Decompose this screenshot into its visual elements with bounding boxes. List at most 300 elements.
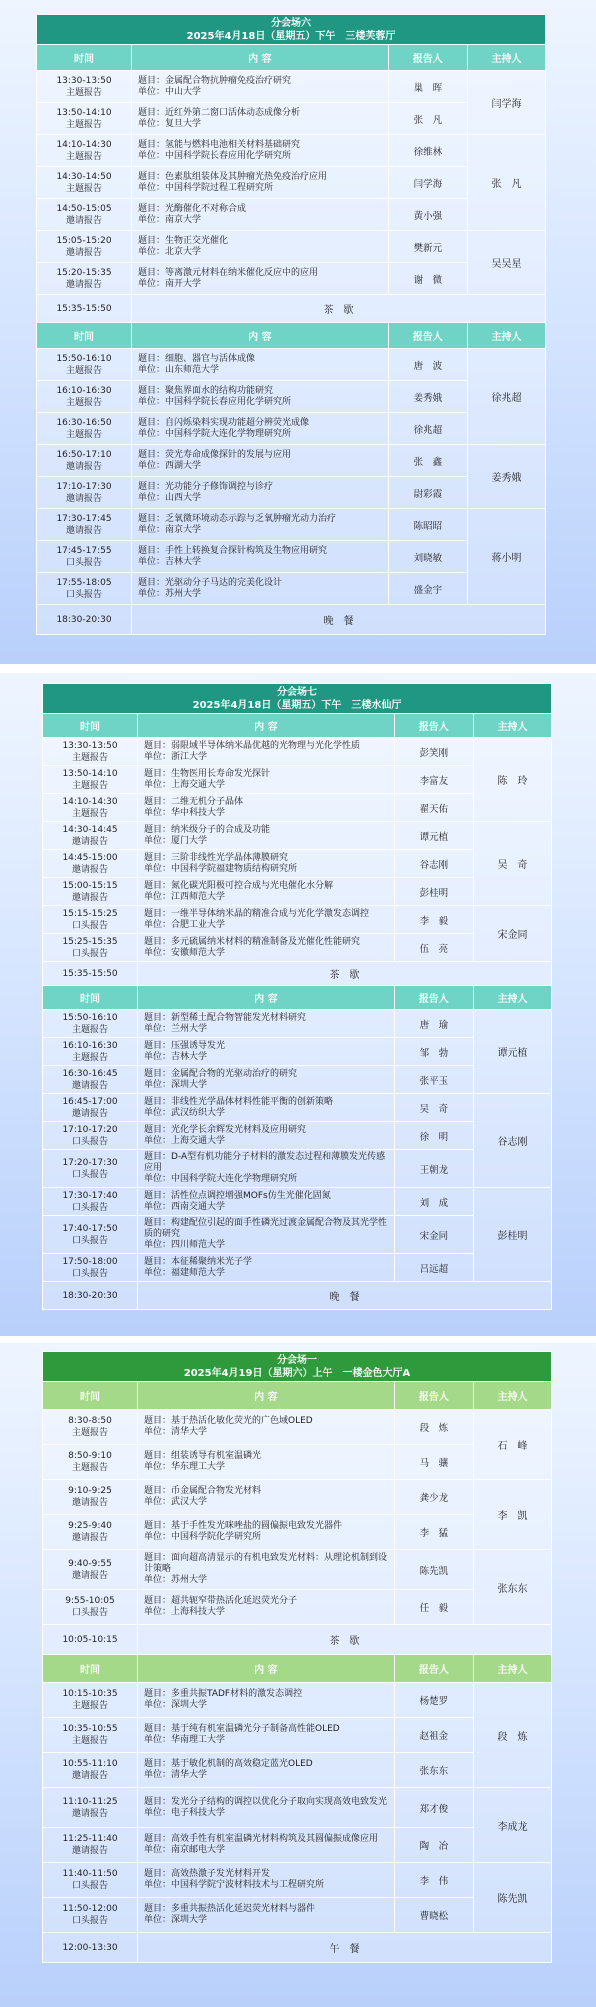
- talk-speaker: 李富友: [394, 766, 473, 794]
- talk-speaker: 陶 冶: [394, 1828, 473, 1863]
- talk-speaker: 陈先凯: [394, 1550, 473, 1590]
- talk-type: 邀请报告: [65, 279, 102, 290]
- talk-unit-line: [138, 279, 384, 290]
- talk-unit: 中山大学: [165, 86, 202, 97]
- topic-prefix: 题目：: [138, 267, 166, 278]
- talk-time-cell: [43, 1515, 138, 1550]
- unit-prefix: 单位：: [144, 1079, 172, 1090]
- unit-prefix: 单位：: [144, 891, 172, 902]
- talk-speaker: 段 炼: [394, 1410, 473, 1445]
- talk-speaker: 谷志刚: [394, 850, 473, 878]
- unit-prefix: 单位：: [144, 779, 172, 790]
- talk-speaker: 盛金宇: [388, 573, 467, 605]
- talk-unit-line: [144, 1532, 390, 1543]
- talk-speaker: 王朝龙: [394, 1150, 473, 1188]
- session-title: [43, 684, 552, 714]
- talk-type: 口头报告: [65, 557, 102, 568]
- talk-unit: 上海科技大学: [171, 1607, 226, 1617]
- talk-unit: 兰州大学: [171, 1023, 208, 1034]
- unit-prefix: 单位：: [144, 1532, 172, 1542]
- host-header: 主持人: [467, 323, 545, 349]
- talk-topic: 光驱动分子马达的完美化设计: [165, 577, 283, 588]
- talk-topic: 压强诱导发光: [171, 1040, 226, 1051]
- unit-prefix: 单位：: [138, 278, 166, 289]
- talk-type: 主题报告: [65, 397, 102, 408]
- talk-content-cell: [132, 263, 389, 295]
- speaker-header: 报告人: [394, 714, 473, 738]
- talk-speaker: 李 伟: [394, 1863, 473, 1898]
- topic-prefix: 题目：: [144, 1596, 172, 1606]
- talk-time-cell: [37, 381, 132, 413]
- talk-unit: 西南交通大学: [171, 1201, 226, 1212]
- talk-speaker: 张 凡: [388, 103, 467, 135]
- talk-unit: 南京邮电大学: [171, 1845, 226, 1855]
- talk-time: 9:40-9:55: [68, 1558, 112, 1569]
- talk-topic: 近红外第二窗口活体动态成像分析: [165, 107, 301, 118]
- topic-prefix: 题目：: [138, 75, 166, 86]
- session-block-3: [0, 1343, 596, 2007]
- talk-time-cell: [43, 766, 138, 794]
- talk-time-cell: [43, 1753, 138, 1788]
- host-header: 主持人: [467, 45, 545, 71]
- speaker-header: 报告人: [394, 1655, 473, 1683]
- unit-prefix: 单位：: [144, 1427, 172, 1437]
- talk-time: 17:20-17:30: [62, 1157, 118, 1168]
- talk-topic: 自闪烁染料实现功能超分辨荧光成像: [165, 417, 310, 428]
- talk-topic: 币金属配合物发光材料: [171, 1486, 262, 1496]
- talk-topic-line: [144, 937, 390, 948]
- topic-prefix: 题目：: [138, 171, 166, 182]
- talk-time: 10:15-10:35: [62, 1689, 118, 1699]
- talk-speaker: 郑才俊: [394, 1788, 473, 1828]
- talk-unit-line: [144, 1607, 390, 1618]
- talk-topic: 面向超高清显示的有机电致发光材料：从理论机制到设计策略: [144, 1553, 388, 1574]
- talk-unit-line: [144, 1136, 390, 1147]
- talk-time: 16:10-16:30: [62, 1040, 118, 1051]
- talk-type: 主题报告: [65, 365, 102, 376]
- talk-time-cell: [37, 541, 132, 573]
- talk-time: 10:35-10:55: [62, 1724, 118, 1734]
- unit-prefix: 单位：: [144, 807, 172, 818]
- unit-prefix: 单位：: [144, 1915, 172, 1925]
- talk-unit-line: [138, 493, 384, 504]
- talk-topic: 基于热活化敏化荧光的广色域OLED: [171, 1416, 313, 1426]
- talk-unit-line: [138, 87, 384, 98]
- talk-topic: 氢能与燃料电池相关材料基础研究: [165, 139, 301, 150]
- talk-topic-line: [138, 386, 384, 397]
- talk-time-cell: [43, 850, 138, 878]
- talk-time-cell: [43, 1828, 138, 1863]
- talk-topic: 细胞、器官与活体成像: [165, 353, 256, 364]
- topic-prefix: 题目：: [144, 1012, 172, 1023]
- host-name: 谭元植: [473, 1010, 551, 1094]
- talk-content-cell: [138, 738, 395, 766]
- talk-content-cell: [132, 381, 389, 413]
- talk-unit: 吉林大学: [171, 1051, 208, 1062]
- talk-unit-line: [138, 397, 384, 408]
- topic-prefix: 题目：: [144, 908, 172, 919]
- talk-unit-line: [138, 183, 384, 194]
- talk-time: 15:50-16:10: [62, 1012, 118, 1023]
- talk-topic-line: [144, 909, 390, 920]
- talk-speaker: 张 鑫: [388, 445, 467, 477]
- talk-topic-line: [144, 1724, 390, 1735]
- talk-type: 邀请报告: [65, 525, 102, 536]
- talk-type: 主题报告: [71, 1052, 108, 1063]
- talk-time-cell: [43, 1122, 138, 1150]
- talk-unit: 西湖大学: [165, 460, 202, 471]
- session-block-2: [0, 673, 596, 1336]
- talk-content-cell: [138, 1038, 395, 1066]
- talk-topic-line: [144, 741, 390, 752]
- session-block-1: [0, 0, 596, 664]
- talk-topic: 发光分子结构的调控以优化分子取向实现高效电致发光: [171, 1796, 388, 1807]
- talk-unit-line: [144, 864, 390, 875]
- talk-unit: 福建师范大学: [171, 1267, 226, 1278]
- talk-time-cell: [43, 1863, 138, 1898]
- unit-prefix: 单位：: [138, 492, 166, 503]
- talk-time-cell: [37, 71, 132, 103]
- topic-prefix: 题目：: [138, 139, 166, 150]
- talk-unit-line: [138, 215, 384, 226]
- speaker-header: 报告人: [394, 986, 473, 1010]
- session-name: 分会场六: [271, 17, 311, 29]
- talk-topic-line: [144, 1689, 390, 1700]
- talk-topic-line: [138, 450, 384, 461]
- topic-prefix: 题目：: [144, 1416, 172, 1426]
- talk-unit-line: [144, 1700, 390, 1711]
- header-row: [37, 323, 546, 349]
- talk-content-cell: [138, 1828, 395, 1863]
- talk-topic-line: [144, 1097, 390, 1108]
- talk-topic-line: [138, 236, 384, 247]
- talk-row: [43, 1863, 552, 1898]
- talk-topic-line: [144, 1869, 390, 1880]
- talk-unit-line: [144, 948, 390, 959]
- talk-time-cell: [43, 1898, 138, 1933]
- break-time: 10:05-10:15: [43, 1625, 138, 1655]
- break-row: [43, 962, 552, 986]
- talk-unit-line: [144, 1202, 390, 1213]
- talk-content-cell: [138, 906, 395, 934]
- header-row: [37, 45, 546, 71]
- time-header: 时间: [37, 45, 132, 71]
- talk-unit-line: [138, 151, 384, 162]
- topic-prefix: 题目：: [138, 353, 166, 364]
- talk-time: 17:40-17:50: [62, 1223, 118, 1234]
- talk-unit-line: [144, 1108, 390, 1119]
- talk-type: 口头报告: [65, 589, 102, 600]
- unit-prefix: 单位：: [144, 1770, 172, 1780]
- talk-unit: 中国科学院化学研究所: [171, 1532, 262, 1542]
- talk-unit-line: [138, 119, 384, 130]
- talk-topic: 多重共振TADF材料的激发态调控: [171, 1689, 303, 1699]
- talk-topic: 活性位点调控增强MOFs仿生光催化固氮: [171, 1190, 331, 1201]
- talk-topic: 基于敏化机制的高效稳定蓝光OLED: [171, 1759, 313, 1769]
- talk-content-cell: [132, 71, 389, 103]
- topic-prefix: 题目：: [144, 1256, 172, 1267]
- talk-time: 16:30-16:50: [56, 417, 112, 428]
- topic-prefix: 题目：: [144, 1904, 172, 1914]
- talk-unit-line: [144, 920, 390, 931]
- talk-topic: 一维半导体纳米晶的精准合成与光化学激发态调控: [171, 908, 370, 919]
- talk-topic-line: [144, 1069, 390, 1080]
- talk-topic-line: [144, 1152, 390, 1174]
- talk-unit: 南京大学: [165, 524, 202, 535]
- talk-topic: 组装诱导有机室温磷光: [171, 1451, 262, 1461]
- talk-unit: 武汉大学: [171, 1497, 208, 1507]
- talk-speaker: 马 骧: [394, 1445, 473, 1480]
- talk-unit: 浙江大学: [171, 751, 208, 762]
- talk-topic: 构建配位引起的面手性磷光过渡金属配合物及其光学性质的研究: [144, 1218, 388, 1239]
- talk-unit: 四川师范大学: [171, 1240, 226, 1250]
- unit-prefix: 单位：: [144, 1174, 172, 1184]
- talk-time: 11:40-11:50: [62, 1869, 118, 1879]
- talk-topic-line: [144, 1041, 390, 1052]
- unit-prefix: 单位：: [138, 524, 166, 535]
- host-name: 吴 奇: [473, 822, 551, 906]
- talk-topic-line: [144, 1486, 390, 1497]
- topic-prefix: 题目：: [144, 1724, 172, 1734]
- talk-time: 16:10-16:30: [56, 385, 112, 396]
- talk-speaker: 彭笑刚: [394, 738, 473, 766]
- talk-content-cell: [138, 794, 395, 822]
- talk-type: 主题报告: [65, 119, 102, 130]
- talk-unit-line: [138, 461, 384, 472]
- unit-prefix: 单位：: [138, 246, 166, 257]
- talk-time: 16:50-17:10: [56, 449, 112, 460]
- talk-content-cell: [138, 1094, 395, 1122]
- topic-prefix: 题目：: [144, 1521, 172, 1531]
- time-header: 时间: [37, 323, 132, 349]
- talk-content-cell: [138, 1550, 395, 1590]
- talk-unit: 南开大学: [165, 278, 202, 289]
- topic-prefix: 题目：: [144, 1553, 172, 1563]
- talk-time-cell: [43, 1590, 138, 1625]
- talk-content-cell: [138, 1898, 395, 1933]
- talk-type: 邀请报告: [71, 1846, 108, 1856]
- host-name: 闫学海: [467, 71, 545, 135]
- talk-topic: 光化学长余辉发光材料及应用研究: [171, 1124, 307, 1135]
- topic-prefix: 题目：: [138, 107, 166, 118]
- talk-type: 口头报告: [71, 1235, 108, 1246]
- talk-topic-line: [138, 578, 384, 589]
- talk-topic-line: [144, 797, 390, 808]
- talk-content-cell: [138, 1590, 395, 1625]
- talk-unit: 电子科技大学: [171, 1807, 226, 1818]
- talk-topic: 手性上转换复合探针构筑及生物应用研究: [165, 545, 328, 556]
- talk-unit: 苏州大学: [165, 588, 202, 599]
- talk-row: [37, 509, 546, 541]
- talk-topic-line: [144, 1013, 390, 1024]
- talk-speaker: 刘 成: [394, 1188, 473, 1216]
- unit-prefix: 单位：: [144, 1880, 172, 1890]
- talk-unit: 苏州大学: [171, 1575, 208, 1585]
- topic-prefix: 题目：: [144, 1068, 172, 1079]
- talk-type: 主题报告: [71, 780, 108, 791]
- talk-type: 口头报告: [71, 1608, 108, 1618]
- unit-prefix: 单位：: [144, 1807, 172, 1818]
- topic-prefix: 题目：: [138, 481, 166, 492]
- talk-unit-line: [144, 1052, 390, 1063]
- talk-content-cell: [132, 573, 389, 605]
- talk-content-cell: [138, 878, 395, 906]
- talk-content-cell: [132, 477, 389, 509]
- talk-time-cell: [43, 1683, 138, 1718]
- host-name: 李成龙: [473, 1788, 551, 1863]
- schedule-table: [42, 683, 552, 1310]
- host-name: 蒋小明: [467, 509, 545, 605]
- topic-prefix: 题目：: [144, 1869, 172, 1879]
- talk-time: 13:50-14:10: [62, 768, 118, 779]
- talk-topic: 高效手性有机室温磷光材料构筑及其圆偏振成像应用: [171, 1834, 379, 1844]
- talk-speaker: 刘晓敏: [388, 541, 467, 573]
- unit-prefix: 单位：: [138, 460, 166, 471]
- talk-type: 主题报告: [71, 1024, 108, 1035]
- talk-time-cell: [43, 738, 138, 766]
- talk-speaker: 黄小强: [388, 199, 467, 231]
- talk-type: 邀请报告: [71, 836, 108, 847]
- talk-topic-line: [144, 1521, 390, 1532]
- talk-unit: 南京大学: [165, 214, 202, 225]
- talk-topic: 高效热激子发光材料开发: [171, 1869, 271, 1879]
- host-name: 谷志刚: [473, 1094, 551, 1188]
- talk-speaker: 杨楚罗: [394, 1683, 473, 1718]
- talk-speaker: 徐 明: [394, 1122, 473, 1150]
- talk-row: [37, 445, 546, 477]
- talk-unit: 山东师范大学: [165, 364, 220, 375]
- talk-content-cell: [138, 1753, 395, 1788]
- talk-unit-line: [144, 1174, 390, 1185]
- host-name: 张东东: [473, 1550, 551, 1625]
- unit-prefix: 单位：: [138, 150, 166, 161]
- talk-topic: 生物正交光催化: [165, 235, 229, 246]
- time-header: 时间: [43, 986, 138, 1010]
- talk-unit-line: [144, 1735, 390, 1746]
- talk-speaker: 唐 波: [388, 349, 467, 381]
- talk-content-cell: [138, 1010, 395, 1038]
- unit-prefix: 单位：: [144, 1201, 172, 1212]
- talk-type: 邀请报告: [71, 1771, 108, 1781]
- talk-unit-line: [144, 1462, 390, 1473]
- talk-time-cell: [37, 167, 132, 199]
- talk-time: 13:30-13:50: [62, 740, 118, 751]
- talk-unit-line: [144, 780, 390, 791]
- unit-prefix: 单位：: [144, 1845, 172, 1855]
- talk-unit: 中国科学院大连化学物理研究所: [171, 1174, 298, 1184]
- break-label: 茶 歇: [138, 962, 552, 986]
- host-name: 李 凯: [473, 1480, 551, 1550]
- talk-type: 主题报告: [71, 1463, 108, 1473]
- session-datetime-venue: 2025年4月18日（星期五）下午 三楼水仙厅: [192, 699, 402, 711]
- talk-content-cell: [138, 1515, 395, 1550]
- unit-prefix: 单位：: [144, 1023, 172, 1034]
- talk-time: 13:50-14:10: [56, 107, 112, 118]
- talk-unit: 中国科学院长春应用化学研究所: [165, 150, 292, 161]
- content-header: 内 容: [138, 714, 395, 738]
- topic-prefix: 题目：: [144, 1152, 172, 1162]
- talk-time-cell: [37, 509, 132, 541]
- talk-unit-line: [144, 1024, 390, 1035]
- talk-content-cell: [138, 1254, 395, 1282]
- talk-time: 14:30-14:50: [56, 171, 112, 182]
- talk-speaker: 宋金同: [394, 1216, 473, 1254]
- meal-time: 12:00-13:30: [43, 1933, 138, 1963]
- talk-time: 8:30-8:50: [68, 1416, 112, 1426]
- topic-prefix: 题目：: [144, 796, 172, 807]
- talk-topic-line: [138, 482, 384, 493]
- unit-prefix: 单位：: [138, 86, 166, 97]
- talk-type: 口头报告: [71, 1136, 108, 1147]
- talk-row: [43, 1683, 552, 1718]
- talk-type: 邀请报告: [71, 1498, 108, 1508]
- talk-unit-line: [144, 1845, 390, 1856]
- content-header: 内 容: [138, 986, 395, 1010]
- talk-unit: 中国科学院大连化学物理研究所: [165, 428, 292, 439]
- unit-prefix: 单位：: [144, 1700, 172, 1710]
- talk-speaker: 谭元植: [394, 822, 473, 850]
- talk-speaker: 吴 奇: [394, 1094, 473, 1122]
- talk-content-cell: [132, 349, 389, 381]
- talk-time: 15:15-15:25: [62, 908, 118, 919]
- talk-time: 14:30-14:45: [62, 824, 118, 835]
- talk-topic: 等离激元材料在纳米催化反应中的应用: [165, 267, 319, 278]
- talk-content-cell: [138, 1410, 395, 1445]
- talk-time-cell: [43, 934, 138, 962]
- talk-topic: 色素肽组装体及其肿瘤光热免疫治疗应用: [165, 171, 328, 182]
- unit-prefix: 单位：: [144, 1240, 172, 1250]
- talk-time: 13:30-13:50: [56, 75, 112, 86]
- meal-label: 晚 餐: [132, 605, 546, 635]
- unit-prefix: 单位：: [138, 118, 166, 129]
- content-header: 内 容: [138, 1655, 395, 1683]
- talk-type: 口头报告: [71, 1881, 108, 1891]
- talk-type: 主题报告: [65, 183, 102, 194]
- topic-prefix: 题目：: [138, 417, 166, 428]
- meal-row: [43, 1282, 552, 1310]
- talk-unit: 上海交通大学: [171, 779, 226, 790]
- talk-time: 10:55-11:10: [62, 1759, 118, 1769]
- talk-content-cell: [132, 135, 389, 167]
- talk-time: 17:10-17:30: [56, 481, 112, 492]
- talk-unit: 合肥工业大学: [171, 919, 226, 930]
- talk-speaker: 陈昭昭: [388, 509, 467, 541]
- talk-topic-line: [144, 853, 390, 864]
- talk-time-cell: [43, 1410, 138, 1445]
- talk-unit: 华东理工大学: [171, 1462, 226, 1472]
- talk-speaker: 赵祖金: [394, 1718, 473, 1753]
- talk-row: [37, 135, 546, 167]
- talk-speaker: 尉彩霞: [388, 477, 467, 509]
- session-datetime-venue: 2025年4月19日（星期六）上午 一楼金色大厅A: [183, 1367, 411, 1379]
- content-header: 内 容: [138, 1382, 395, 1410]
- talk-type: 邀请报告: [65, 493, 102, 504]
- talk-topic: 荧光寿命成像探针的发展与应用: [165, 449, 292, 460]
- talk-topic-line: [144, 1834, 390, 1845]
- talk-type: 主题报告: [71, 1428, 108, 1438]
- topic-prefix: 题目：: [144, 1759, 172, 1769]
- talk-row: [37, 349, 546, 381]
- talk-topic: 二维无机分子晶体: [171, 796, 244, 807]
- talk-row: [43, 1094, 552, 1122]
- time-header: 时间: [43, 714, 138, 738]
- talk-time: 8:50-9:10: [68, 1451, 112, 1461]
- header-row: [43, 1382, 552, 1410]
- talk-speaker: 徐兆超: [388, 413, 467, 445]
- talk-content-cell: [138, 1445, 395, 1480]
- talk-topic-line: [138, 546, 384, 557]
- talk-time: 9:55-10:05: [65, 1596, 115, 1606]
